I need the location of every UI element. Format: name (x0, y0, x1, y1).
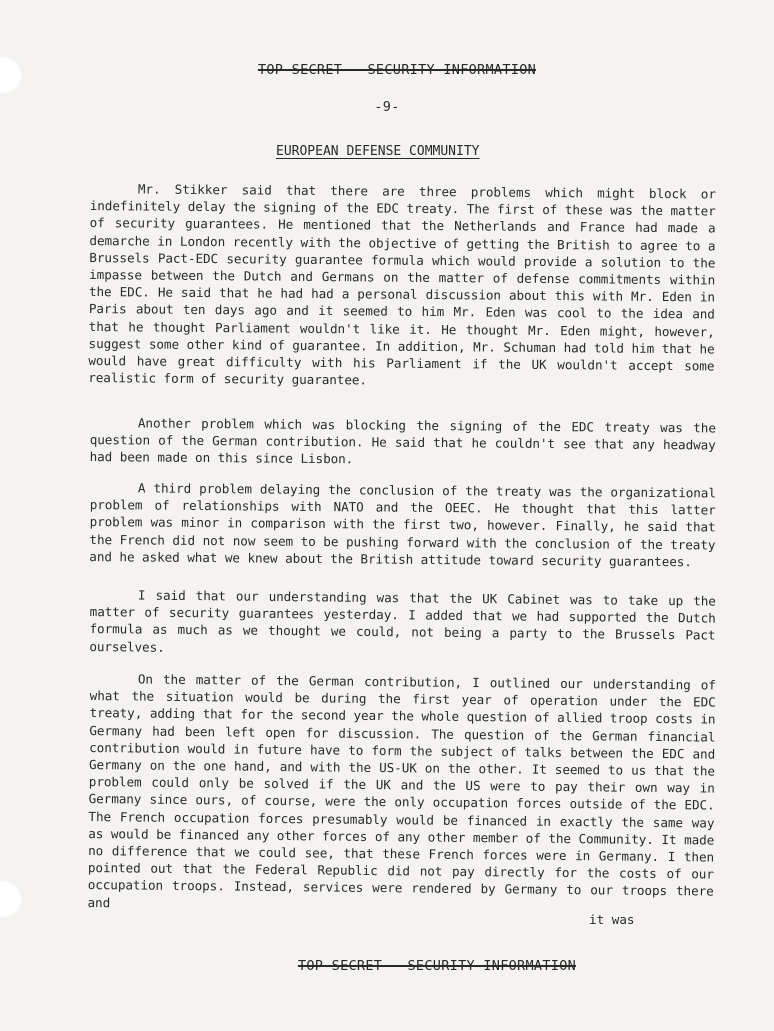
section-title: EUROPEAN DEFENSE COMMUNITY (276, 144, 480, 159)
paragraph: Mr. Stikker said that there are three problems which might block or indefinitely delay the signing of the EDC treaty. The first of these was the matter of security guarantees. He mentioned that the Netherlands and France had made a demarche in London recently with the objective of getting the British to agree to a Brussels Pact-EDC security guarantee formula which would provide a solution to the impasse between the Dutch and Germans on the matter of defense commitments within the EDC. He said that he had had a personal discussion about this with Mr. Eden in Paris about ten days ago and it seemed to him Mr. Eden was cool to the idea and that he thought Parliament wouldn't like it. He thought Mr. Eden might, however, suggest some other kind of guarantee. In addition, Mr. Schuman had told him that he would have great difficulty with his Parliament if the UK wouldn't accept some realistic form of security guarantee. (88, 181, 716, 388)
paragraph: A third problem delaying the conclusion of the treaty was the organizational problem of relationships with NATO and the OEEC. He thought that this latter problem was minor in comparison with the first two, however. Finally, he said that the French did not now seem to be pushing forward with the conclusion of the treaty and he asked what we knew about the British attitude toward security guarantees. (89, 480, 716, 570)
paragraph: On the matter of the German contribution, I outlined our understanding of what the situation would be during the first year of operation under the EDC treaty, adding that for the second year the whole question of allied troop costs in Germany had been left open for discussion. The question of the German financial contribution would in future have to form the subject of talks between the EDC and Germany on the one hand, and with the US-UK on the other. It seemed to us that the problem could only be solved if the UK and the US were to pay their own way in Germany since ours, of course, were the only occupation forces outside of the EDC. The French occupation forces presumably would be financed in exactly the same way as would be financed any other forces of any other member of the Community. It made no difference that we could see, that these French forces were in Germany. I then pointed out that the Federal Republic did not pay directly for the costs of our occupation troops. Instead, services were rendered by Germany to our troops there and (87, 671, 716, 910)
paragraph: Another problem which was blocking the signing of the EDC treaty was the question of the German contribution. He said that he couldn't see that any headway had been made on this since Lisbon. (89, 415, 716, 467)
punch-hole (0, 880, 24, 918)
classification-footer: TOP SECRET - SECURITY INFORMATION (297, 958, 577, 974)
paragraph: I said that our understanding was that the UK Cabinet was to take up the matter of security guarantees yesterday. I added that we had supported the Dutch formula as much as we thought we could, not being a party to the Brussels Pact ourselves. (89, 587, 716, 655)
classification-header: TOP SECRET - SECURITY INFORMATION (257, 62, 537, 78)
page-number: -9- (374, 99, 400, 115)
continuation-catchword: it was (589, 912, 635, 927)
